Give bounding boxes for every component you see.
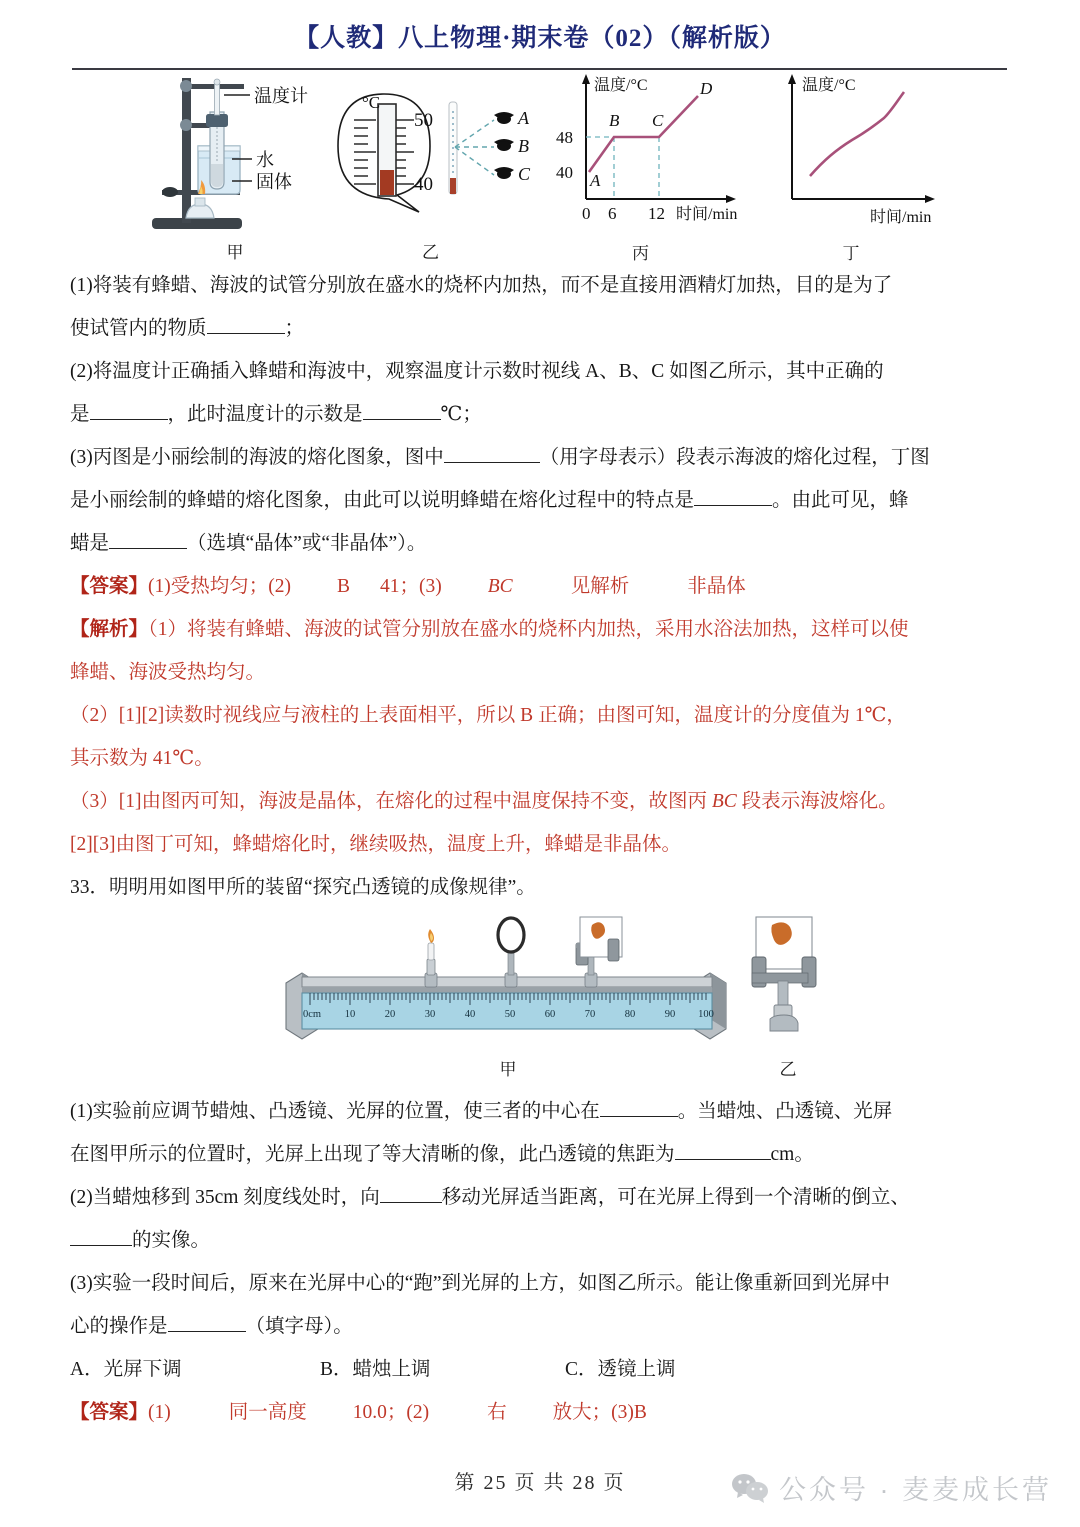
option-b[interactable]: B．蜡烛上调	[320, 1359, 431, 1380]
answer-32-a1: (1)受热均匀；(2)	[148, 576, 291, 597]
analysis-32-l5b: BC	[711, 791, 737, 812]
answer-tag: 【答案】	[70, 1402, 149, 1423]
optical-candle	[425, 929, 437, 987]
figure-caption-jia-bench: 甲	[499, 1060, 517, 1079]
q32-line-7	[70, 522, 1008, 565]
q33-p2b: 移动光屏适当距离，可在光屏上得到一个清晰的倒立、	[441, 1187, 910, 1208]
answer-blank[interactable]	[207, 333, 285, 334]
point-label-a: A	[590, 171, 601, 190]
answer-blank[interactable]	[363, 419, 441, 420]
label-water: 水	[256, 150, 274, 170]
label-tick-40: 40	[414, 174, 433, 195]
q33-p3c: （填字母）。	[245, 1316, 353, 1337]
ruler-tick-20: 20	[384, 1009, 396, 1020]
q33-p2c: 的实像。	[132, 1230, 211, 1251]
q32-p3d: 。由此可见，蜂	[772, 490, 909, 511]
xtick-0: 0	[582, 204, 591, 223]
answer-32-a2: B	[337, 576, 351, 597]
ytick-40: 40	[556, 163, 573, 182]
answer-blank[interactable]	[380, 1202, 442, 1203]
analysis-32-l4: 其示数为 41℃。	[70, 748, 214, 769]
xtick-6: 6	[608, 204, 617, 223]
point-label-d: D	[700, 79, 713, 98]
ruler-tick-50: 50	[504, 1009, 516, 1020]
ruler-tick-30: 30	[424, 1009, 436, 1020]
q32-p2d: ℃；	[440, 404, 482, 425]
ytick-48: 48	[556, 128, 573, 147]
figure-row-optical-bench	[0, 915, 1080, 1090]
xtick-12: 12	[648, 204, 665, 223]
answer-33-a2: 同一高度	[228, 1402, 307, 1423]
answer-blank[interactable]	[444, 462, 540, 463]
q32-line-2	[70, 307, 1008, 350]
answer-33-a5: 放大；(3)B	[552, 1402, 647, 1423]
option-c[interactable]: C．透镜上调	[565, 1359, 676, 1380]
answer-33-line	[70, 1391, 1008, 1434]
answer-32-a4: BC	[487, 576, 513, 597]
page-footer: 第 25 页 共 28 页	[454, 1472, 626, 1494]
figure-caption-ding: 丁	[842, 244, 860, 263]
answer-33-a3: 10.0；(2)	[352, 1402, 430, 1423]
answer-blank[interactable]	[168, 1331, 246, 1332]
q32-p3c: 是小丽绘制的蜂蜡的熔化图象，由此可以说明蜂蜡在熔化过程中的特点是	[70, 490, 695, 511]
figure-yi-screen	[728, 915, 848, 1080]
q33-p3a: (3)实验一段时间后，原来在光屏中心的“跑”到光屏的上方，如图乙所示。能让像重新回到光屏中	[70, 1273, 891, 1294]
answer-32-a3: 41；(3)	[380, 576, 442, 597]
ruler-tick-60: 60	[544, 1009, 556, 1020]
q32-line-4	[70, 393, 1008, 436]
analysis-32-l1: （1）将装有蜂蜡、海波的试管分别放在盛水的烧杯内加热，采用水浴法加热，这样可以使	[148, 619, 909, 640]
answer-32-line	[70, 565, 1008, 608]
q32-p3f: （选填“晶体”或“非晶体”）。	[187, 533, 427, 554]
q32-line-3	[70, 350, 1008, 393]
q33-p1c: 在图甲所示的位置时，光屏上出现了等大清晰的像，此凸透镜的焦距为	[70, 1144, 675, 1165]
axis-label-y-ding: 温度/°C	[802, 77, 856, 94]
answer-blank[interactable]	[675, 1159, 771, 1160]
axis-label-y-bing: 温度/°C	[594, 77, 648, 94]
page-title: 【人教】八上物理·期末卷（02）（解析版）	[294, 25, 786, 52]
q32-line-6	[70, 479, 1008, 522]
ruler-tick-40: 40	[464, 1009, 476, 1020]
axis-label-x-bing: 时间/min	[676, 206, 738, 223]
q33-p1d: cm。	[770, 1144, 814, 1165]
q32-p2c: ，此时温度计的示数是	[167, 404, 363, 425]
q33-line-3	[70, 1176, 1008, 1219]
analysis-32-l2: 蜂蜡、海波受热均匀。	[70, 662, 266, 683]
analysis-32-l6: [2][3]由图丁可知，蜂蜡熔化时，继续吸热，温度上升，蜂蜡是非晶体。	[70, 834, 681, 855]
q32-p3b: （用字母表示）段表示海波的熔化过程，丁图	[539, 447, 930, 468]
ruler-tick-80: 80	[624, 1009, 636, 1020]
label-sightline-b: B	[518, 136, 529, 156]
q33-line-2	[70, 1133, 1008, 1176]
ruler-tick-90: 90	[664, 1009, 676, 1020]
question-33-options	[70, 1348, 1008, 1391]
analysis-32-l3: （2）[1][2]读数时视线应与液柱的上表面相平，所以 B 正确；由图可知，温度计的分度值为 1℃，	[70, 705, 906, 726]
answer-blank[interactable]	[694, 505, 772, 506]
analysis-32-line-6	[70, 823, 1008, 866]
q33-line-5	[70, 1262, 1008, 1305]
q33-line-1	[70, 1090, 1008, 1133]
answer-32-a6: 非晶体	[687, 576, 746, 597]
answer-blank[interactable]	[109, 548, 187, 549]
q33-p3b: 心的操作是	[70, 1316, 168, 1337]
q33-p1a: (1)实验前应调节蜡烛、凸透镜、光屏的位置，使三者的中心在	[70, 1101, 600, 1122]
figure-jia-optical-bench	[278, 915, 738, 1080]
q32-line-1	[70, 264, 1008, 307]
analysis-tag: 【解析】	[70, 619, 149, 640]
label-tick-50: 50	[414, 110, 433, 131]
ruler-tick-100: 100	[698, 1009, 714, 1020]
question-33-body	[70, 1090, 1008, 1348]
figure-caption-bing: 丙	[632, 244, 649, 263]
figure-yi-thermometer-reading	[318, 68, 543, 263]
question-32-body	[70, 264, 1008, 565]
q32-p1c: ；	[284, 318, 305, 339]
answer-33-a4: 右	[487, 1402, 507, 1423]
watermark	[731, 1468, 1052, 1507]
answer-32-block	[70, 565, 1008, 866]
q32-p3a: (3)丙图是小丽绘制的海波的熔化图象，图中	[70, 447, 444, 468]
q32-p2b: 是	[70, 404, 90, 425]
axis-label-x-ding: 时间/min	[870, 209, 932, 226]
analysis-32-line-5	[70, 780, 1008, 823]
figure-row-melting-experiment	[0, 64, 1080, 264]
figure-caption-yi: 乙	[422, 243, 439, 262]
ruler-tick-70: 70	[584, 1009, 596, 1020]
ruler-tick-0cm: 0cm	[302, 1009, 322, 1020]
analysis-32-line-3	[70, 694, 1008, 737]
label-thermometer: 温度计	[254, 86, 308, 106]
answer-tag: 【答案】	[70, 576, 149, 597]
analysis-32-l5a: （3）[1]由图丙可知，海波是晶体，在熔化的过程中温度保持不变，故图丙	[70, 791, 712, 812]
ruler-tick-10: 10	[344, 1009, 356, 1020]
q32-p2a: (2)将温度计正确插入蜂蜡和海波中，观察温度计示数时视线 A、B、C 如图乙所示，其中正确的	[70, 361, 884, 382]
figure-caption-jia: 甲	[226, 243, 244, 262]
figure-jia-apparatus	[140, 68, 330, 263]
wechat-icon	[731, 1473, 769, 1503]
q33-p2a: (2)当蜡烛移到 35cm 刻度线处时，向	[70, 1187, 380, 1208]
answer-blank[interactable]	[70, 1245, 132, 1246]
q32-p3e: 蜡是	[70, 533, 110, 554]
q33-p1b: 。当蜡烛、凸透镜、光屏	[677, 1101, 893, 1122]
point-label-b: B	[609, 111, 620, 130]
q32-p1a: (1)将装有蜂蜡、海波的试管分别放在盛水的烧杯内加热，而不是直接用酒精灯加热，目的是为了	[70, 275, 893, 296]
q33-line-4	[70, 1219, 1008, 1262]
q32-line-5	[70, 436, 1008, 479]
option-a[interactable]: A．光屏下调	[70, 1359, 182, 1380]
label-sightline-c: C	[518, 164, 531, 184]
q33-line-6	[70, 1305, 1008, 1348]
answer-33-block	[70, 1391, 1008, 1434]
figure-ding-graph	[762, 64, 962, 264]
answer-blank[interactable]	[90, 419, 168, 420]
label-sightline-a: A	[518, 108, 529, 128]
analysis-32-l5c: 段表示海波熔化。	[736, 791, 898, 812]
q33-stem-text: 33．明明用如图甲所的装留“探究凸透镜的成像规律”。	[70, 877, 536, 898]
label-celsius-unit: °C	[362, 93, 381, 112]
answer-33-a1: (1)	[148, 1402, 171, 1423]
analysis-32-line-1	[70, 608, 1008, 651]
analysis-32-line-4	[70, 737, 1008, 780]
label-solid: 固体	[256, 172, 292, 192]
q32-p1b: 使试管内的物质	[70, 318, 207, 339]
question-33-stem	[70, 866, 1008, 909]
answer-32-a5: 见解析	[570, 576, 630, 597]
answer-blank[interactable]	[600, 1116, 678, 1117]
figure-bing-graph	[548, 64, 763, 264]
analysis-32-line-2	[70, 651, 1008, 694]
figure-caption-yi-screen: 乙	[779, 1060, 797, 1079]
watermark-text: 公众号 · 麦麦成长营	[779, 1475, 1052, 1505]
point-label-c: C	[652, 111, 664, 130]
